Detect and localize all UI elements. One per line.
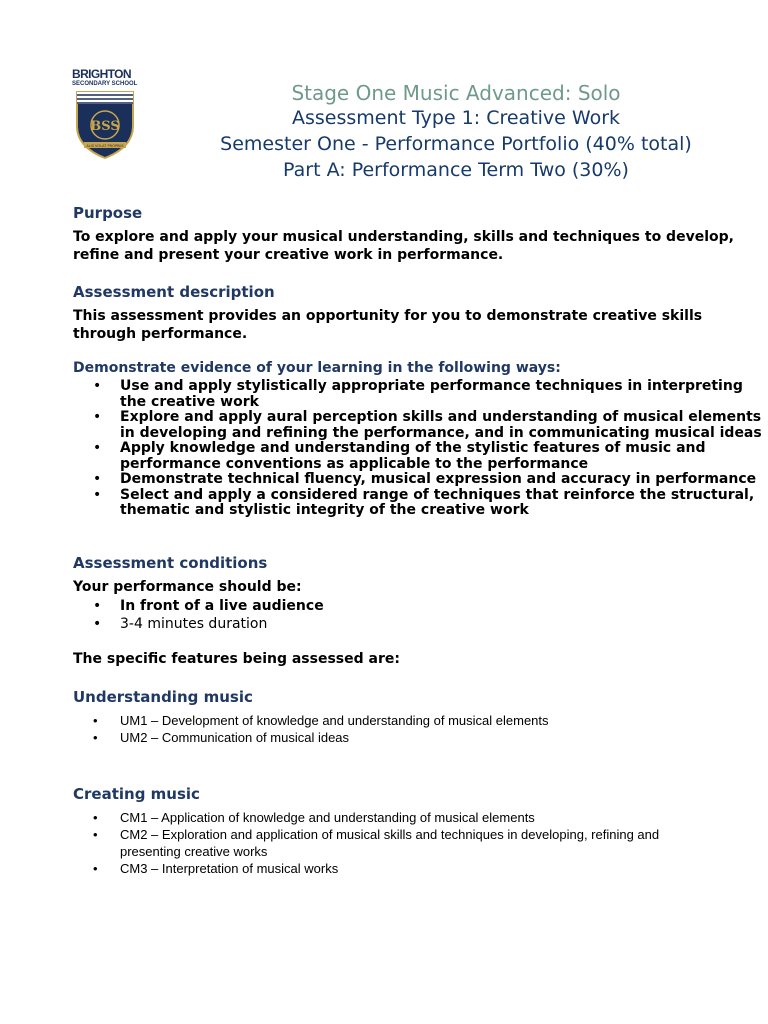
- crest-monogram: BSS: [90, 119, 120, 134]
- list-item: • 3-4 minutes duration: [73, 615, 768, 633]
- evidence-list: [73, 379, 768, 519]
- description-text: This assessment provides an opportunity for you to demonstrate creative skills through performance.: [73, 308, 703, 342]
- list-item: • Use and apply stylistically appropriate performance techniques in interpreting the creative work: [73, 379, 768, 410]
- assessment-type: Assessment Type 1: Creative Work: [291, 107, 621, 129]
- school-crest-icon: [74, 90, 136, 160]
- list-item: • CM3 – Interpretation of musical works: [73, 860, 723, 877]
- evidence-heading: Demonstrate evidence of your learning in the following ways:: [73, 360, 561, 376]
- creating-heading: Creating music: [73, 785, 200, 803]
- list-item: • In front of a live audience: [73, 597, 768, 615]
- semester-line: Semester One - Performance Portfolio (40% total): [220, 133, 692, 155]
- conditions-heading: Assessment conditions: [73, 554, 268, 572]
- school-name: BRIGHTON: [72, 67, 131, 81]
- school-subtitle: SECONDARY SCHOOL: [72, 81, 138, 87]
- school-logo: [72, 68, 138, 160]
- conditions-intro: Your performance should be:: [73, 579, 302, 595]
- list-item: • Select and apply a considered range of techniques that reinforce the structural, thematic and stylistic integrity of the creative work: [73, 488, 768, 519]
- list-item: • UM2 – Communication of musical ideas: [73, 729, 768, 746]
- features-text: The specific features being assessed are:: [73, 651, 400, 667]
- part-line: Part A: Performance Term Two (30%): [283, 159, 629, 181]
- conditions-list: [73, 597, 768, 633]
- list-item: • Demonstrate technical fluency, musical expression and accuracy in performance: [73, 472, 768, 488]
- description-heading: Assessment description: [73, 283, 275, 301]
- purpose-heading: Purpose: [73, 204, 143, 222]
- list-item: • CM2 – Exploration and application of musical skills and techniques in developing, refining and presenting creative works: [73, 826, 723, 860]
- list-item: • CM1 – Application of knowledge and understanding of musical elements: [73, 809, 723, 826]
- purpose-text: To explore and apply your musical understanding, skills and techniques to develop, refine and present your creative work in performance.: [73, 229, 734, 263]
- understanding-heading: Understanding music: [73, 688, 253, 706]
- understanding-list: [73, 712, 768, 746]
- creating-list: [73, 809, 723, 877]
- list-item: • UM1 – Development of knowledge and understanding of musical elements: [73, 712, 768, 729]
- list-item: • Explore and apply aural perception skills and understanding of musical elements in developing and refining the performance, and in communicating musical ideas: [73, 410, 768, 441]
- crest-motto: ALIS VOLAT PROPRIIS: [86, 144, 124, 148]
- page-title: Stage One Music Advanced: Solo: [291, 81, 621, 105]
- list-item: • Apply knowledge and understanding of the stylistic features of music and performance conventions as applicable to the performance: [73, 441, 768, 472]
